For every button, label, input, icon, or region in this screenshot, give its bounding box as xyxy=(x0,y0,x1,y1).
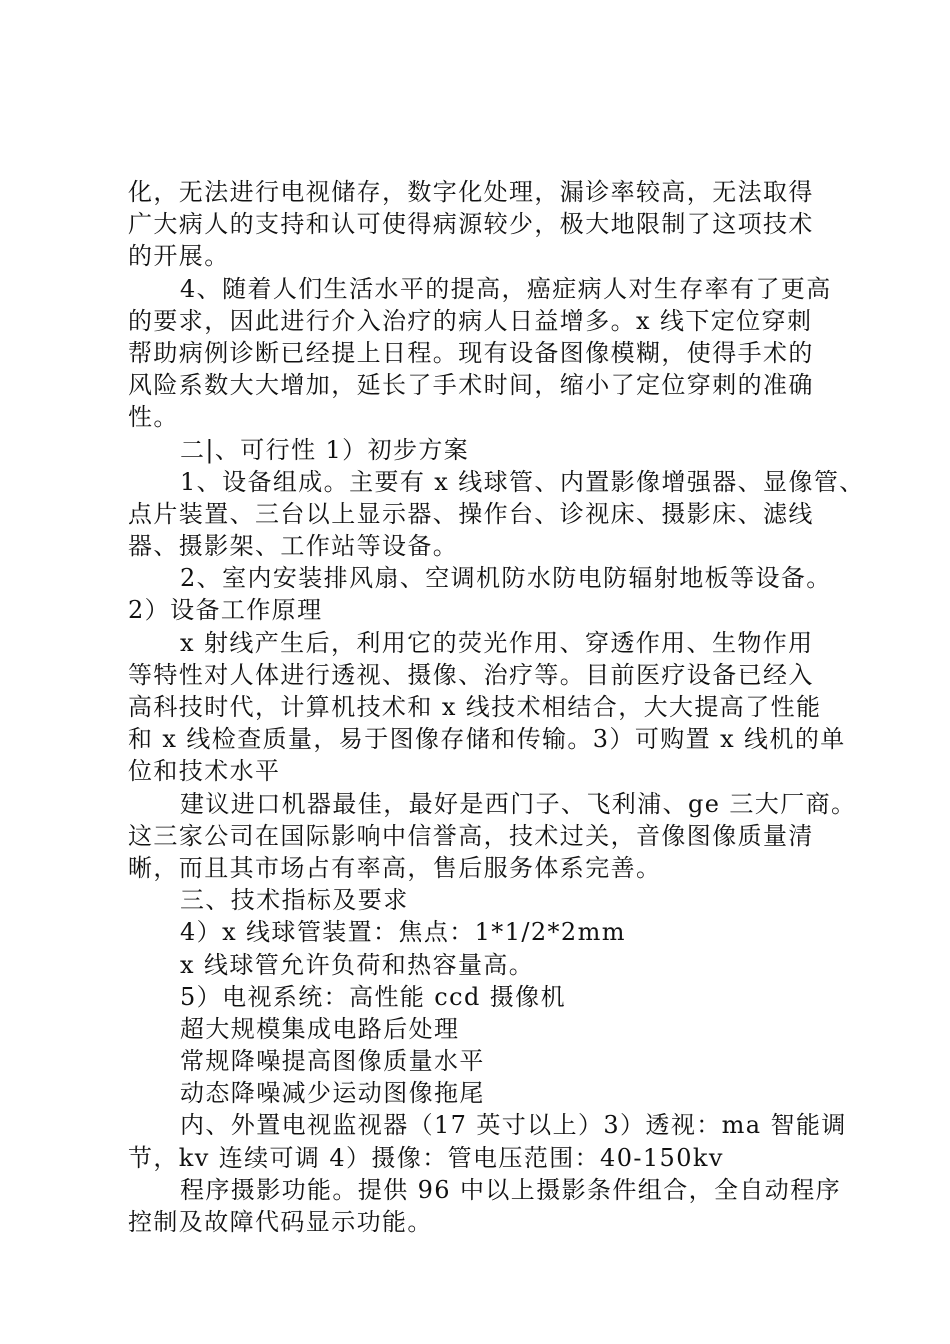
text-line: x 射线产生后，利用它的荧光作用、穿透作用、生物作用 xyxy=(180,628,814,657)
text-line: 广大病人的支持和认可使得病源较少，极大地限制了这项技术 xyxy=(128,210,814,239)
text-line: 这三家公司在国际影响中信誉高，技术过关，音像图像质量清 xyxy=(128,821,814,850)
text-line: 和 x 线检查质量，易于图像存储和传输。3）可购置 x 线机的单 xyxy=(128,725,846,754)
text-line: 4、随着人们生活水平的提高，癌症病人对生存率有了更高 xyxy=(180,274,832,303)
text-line: 节，kv 连续可调 4）摄像：管电压范围：40-150kv xyxy=(128,1143,724,1172)
text-line: 风险系数大大增加，延长了手术时间，缩小了定位穿刺的准确 xyxy=(128,371,814,400)
text-line: 三、技术指标及要求 xyxy=(180,886,409,915)
text-line: 二|、可行性 1）初步方案 xyxy=(180,435,470,464)
text-line: 器、摄影架、工作站等设备。 xyxy=(128,532,459,561)
text-line: 帮助病例诊断已经提上日程。现有设备图像模糊，使得手术的 xyxy=(128,338,814,367)
text-line: 控制及故障代码显示功能。 xyxy=(128,1208,433,1236)
text-line: 2、室内安装排风扇、空调机防水防电防辐射地板等设备。 xyxy=(180,564,832,593)
text-line: 4）x 线球管装置：焦点：1*1/2*2mm xyxy=(180,918,626,947)
text-line: 高科技时代，计算机技术和 x 线技术相结合，大大提高了性能 xyxy=(128,693,822,721)
text-line: 2）设备工作原理 xyxy=(128,596,323,625)
text-line: 的开展。 xyxy=(128,242,230,271)
text-line: 点片装置、三台以上显示器、操作台、诊视床、摄影床、滤线 xyxy=(128,499,814,528)
text-line: 程序摄影功能。提供 96 中以上摄影条件组合，全自动程序 xyxy=(180,1175,841,1204)
text-line: 性。 xyxy=(128,403,179,432)
text-line: 动态降噪减少运动图像拖尾 xyxy=(180,1079,485,1108)
text-line: 超大规模集成电路后处理 xyxy=(180,1014,460,1043)
text-line: 的要求，因此进行介入治疗的病人日益增多。x 线下定位穿刺 xyxy=(128,306,813,335)
document-body xyxy=(128,176,865,1238)
text-line: 位和技术水平 xyxy=(128,757,281,786)
text-line: 化，无法进行电视储存，数字化处理，漏诊率较高，无法取得 xyxy=(128,178,814,206)
text-line: x 线球管允许负荷和热容量高。 xyxy=(180,950,535,979)
text-line: 晰，而且其市场占有率高，售后服务体系完善。 xyxy=(128,853,662,882)
text-line: 内、外置电视监视器（17 英寸以上）3）透视：ma 智能调 xyxy=(180,1111,847,1140)
text-line: 常规降噪提高图像质量水平 xyxy=(180,1047,485,1076)
text-line: 1、设备组成。主要有 x 线球管、内置影像增强器、显像管、 xyxy=(180,467,865,496)
text-line: 建议进口机器最佳，最好是西门子、飞利浦、ge 三大厂商。 xyxy=(180,789,857,818)
text-line: 等特性对人体进行透视、摄像、治疗等。目前医疗设备已经入 xyxy=(128,660,814,689)
text-line: 5）电视系统：高性能 ccd 摄像机 xyxy=(180,982,566,1011)
